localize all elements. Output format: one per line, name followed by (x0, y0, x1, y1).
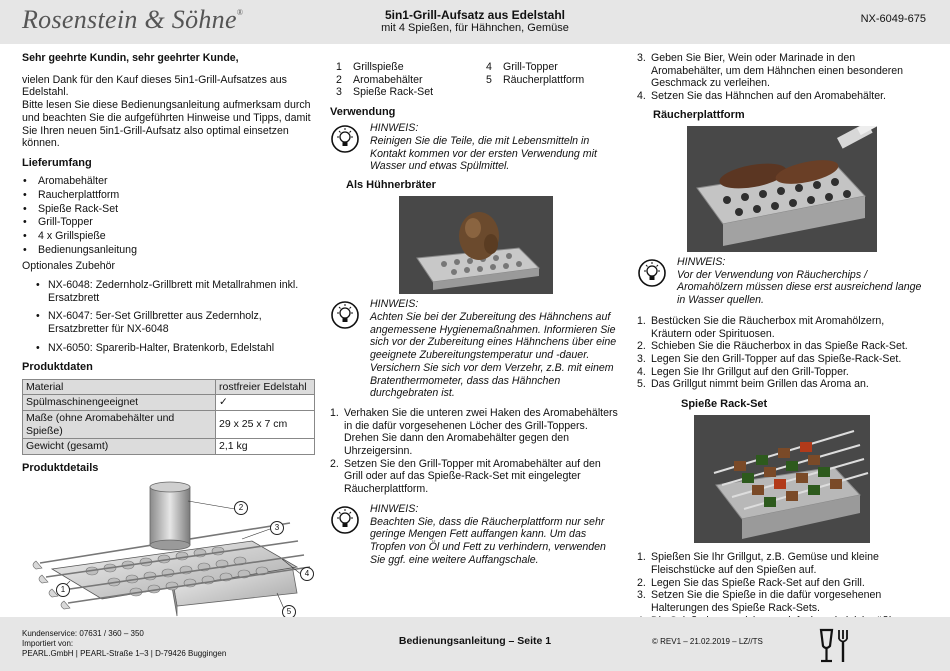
intro-paragraph-2: Bitte lesen Sie diese Bedienungsanleitung aufmerksam durch und beachten Sie die aufgeführten Hinweise und Tipps, damit Sie Ihren neuen 5in1-Grill-Aufsatz also optimal einsetzen können. (22, 99, 311, 150)
page-number: Bedienungsanleitung – Seite 1 (398, 635, 552, 647)
checkmark-cell: ✓ (216, 395, 315, 411)
smoker-platform-photo (687, 126, 877, 252)
callout-1: 1 (56, 583, 70, 597)
importer-address: PEARL.GmbH | PEARL-Straße 1–3 | D-79426 Buggingen (22, 649, 227, 658)
list-item: 5 Räucherplattform (486, 73, 585, 86)
callout-2: 2 (234, 501, 248, 515)
greeting: Sehr geehrte Kundin, sehr geehrter Kunde, (22, 52, 239, 64)
intro-paragraph-1: vielen Dank für den Kauf dieses 5in1-Grill-Aufsatzes aus Edelstahl. (22, 73, 287, 99)
list-item: 1 Grillspieße (336, 61, 404, 73)
smoker-steps (637, 315, 927, 391)
list-item: 1. Spießen Sie Ihr Grillgut, z.B. Gemüse und kleine Fleischstücke auf den Spießen auf. (637, 551, 879, 576)
list-item: 3 Spieße Rack-Set (336, 86, 434, 99)
list-item: • Bedienungsanleitung (22, 244, 315, 257)
lightbulb-icon (330, 300, 360, 330)
table-cell: Maße (ohne Aromabehälter und Spieße) (23, 410, 216, 438)
hint-hygiene (330, 298, 622, 400)
list-item: 4 Grill-Topper (486, 61, 558, 73)
list-item: 4. Legen Sie Ihr Grillgut auf den Grill-Topper. (637, 365, 849, 378)
details-heading: Produktdetails (22, 461, 99, 474)
brand-logo: Rosenstein & Söhne® (22, 5, 244, 34)
column-middle (330, 50, 622, 566)
hint-text: Vor der Verwendung von Räucherchips / Aromahölzern müssen diese erst ausreichend lange in Wasser quellen. (677, 268, 922, 307)
usage-heading: Verwendung (330, 106, 396, 119)
product-data-table (22, 379, 315, 455)
list-item: • Aromabehälter (22, 175, 315, 188)
list-item: • Raucherplattform (22, 189, 315, 202)
list-item: 1. Bestücken Sie die Räucherbox mit Aromahölzern, Kräutern oder Spirituosen. (637, 314, 885, 340)
list-item: 4. Setzen Sie das Hähnchen auf den Aromabehälter. (637, 90, 886, 103)
scope-list (22, 175, 315, 256)
column-left (22, 50, 315, 631)
list-item: • NX-6050: Sparerib-Halter, Bratenkorb, Edelstahl (22, 342, 315, 355)
list-item: 1. Verhaken Sie die unteren zwei Haken des Aromabehälters in die dafür vorgesehenen Löcher des Grill-Toppers. Drehen Sie dann den Aromabehälter gegen den Uhrzeigersinn. (330, 406, 618, 458)
callout-3: 3 (270, 521, 284, 535)
page-footer (0, 617, 950, 671)
rack-heading: Spieße Rack-Set (681, 398, 768, 411)
hint-title: HINWEIS: (677, 256, 726, 268)
table-cell: rostfreier Edelstahl (216, 379, 315, 395)
list-item: 2. Setzen Sie den Grill-Topper mit Aromabehälter auf den Grill oder auf das Spieße-Rack-Set mit eingelegter Räucherplattform. (330, 457, 601, 496)
list-item: 2. Schieben Sie die Räucherbox in das Spieße Rack-Set. (637, 340, 908, 353)
chicken-steps-continued (637, 52, 927, 103)
document-subtitle: mit 4 Spießen, für Hähnchen, Gemüse (381, 22, 569, 34)
list-item: • 4 x Grillspieße (22, 230, 315, 243)
hint-title: HINWEIS: (370, 298, 419, 311)
page-header (0, 0, 950, 44)
list-item: 3. Setzen Sie die Spieße in die dafür vorgesehenen Halterungen des Spieße Rack-Sets. (637, 589, 882, 615)
product-diagram (22, 481, 315, 631)
lightbulb-icon (330, 505, 360, 535)
smoker-heading: Räucherplattform (653, 108, 745, 121)
chicken-roaster-photo (399, 196, 553, 294)
service-info (22, 629, 226, 659)
table-row (23, 395, 315, 411)
list-item: 3. Geben Sie Bier, Wein oder Marinade in den Aromabehälter, um dem Hähnchen einen besonderen Geschmack zu verleihen. (637, 52, 904, 90)
hint-title: HINWEIS: (370, 502, 419, 515)
document-title: 5in1-Grill-Aufsatz aus Edelstahl (384, 8, 566, 22)
list-item: • NX-6047: 5er-Set Grillbretter aus Zedernholz, Ersatzbretter für NX-6048 (22, 310, 315, 335)
column-right (637, 50, 927, 640)
food-safe-icon (818, 626, 854, 666)
chicken-heading: Als Hühnerbräter (346, 179, 436, 192)
hint-woodchips (637, 256, 927, 307)
chicken-steps (330, 407, 622, 496)
callout-5: 5 (282, 605, 296, 619)
hint-title: HINWEIS: (370, 122, 419, 135)
hint-text: Achten Sie bei der Zubereitung des Hähnchens auf angemessene Hygienemaßnahmen. Informieren Sie sich vor der Zubereitung eines Hähnchens über eine geeignete Zubereitungstemperatur und -dauer. Versichern Sie sich vor dem Verzehr, z.B. mit einem Bratenthermometer, dass das Hähnchen durchgebraten ist. (370, 311, 617, 400)
service-hotline: Kundenservice: 07631 / 360 – 350 (22, 629, 144, 638)
list-item: 5. Das Grillgut nimmt beim Grillen das Aroma an. (637, 378, 869, 391)
lightbulb-icon (637, 258, 667, 288)
table-cell: Gewicht (gesamt) (23, 439, 216, 455)
table-cell: Spülmaschinengeeignet (23, 395, 216, 411)
data-heading: Produktdaten (22, 360, 93, 373)
hint-text: Beachten Sie, dass die Räucherplattform nur sehr geringe Mengen Fett auffangen kann. Um das Tropfen von Öl und Fett zu verhindern, verwenden Sie ggf. eine weitere Auffangschale. (370, 515, 606, 566)
hint-text: Reinigen Sie die Teile, die mit Lebensmitteln in Kontakt kommen vor der ersten Verwendung mit Wasser und etwas Spülmittel. (370, 135, 597, 173)
callout-4: 4 (300, 567, 314, 581)
optional-heading: Optionales Zubehör (22, 260, 116, 273)
table-row (23, 379, 315, 395)
list-item: 2 Aromabehälter (336, 73, 423, 86)
skewer-rack-photo (694, 415, 870, 543)
article-number: NX-6049-675 (860, 13, 926, 25)
importer-label: Importiert von: (22, 639, 74, 648)
list-item: • Grill-Topper (22, 216, 315, 229)
table-row (23, 410, 315, 438)
grill-set-illustration (22, 481, 315, 631)
list-item: 2. Legen Sie das Spieße Rack-Set auf den Grill. (637, 576, 865, 589)
list-item: 3. Legen Sie den Grill-Topper auf das Spieße-Rack-Set. (637, 352, 902, 365)
table-cell: 2,1 kg (216, 439, 315, 455)
table-cell: 29 x 25 x 7 cm (216, 410, 315, 438)
table-row (23, 439, 315, 455)
revision-info: © REV1 – 21.02.2019 – LZ//TS (652, 637, 763, 646)
hint-cleaning (330, 122, 622, 173)
scope-heading: Lieferumfang (22, 156, 92, 169)
optional-list (22, 279, 315, 355)
hint-fat (330, 503, 622, 567)
parts-list (330, 61, 622, 99)
table-cell: Material (23, 379, 216, 395)
lightbulb-icon (330, 124, 360, 154)
list-item: • NX-6048: Zedernholz-Grillbrett mit Metallrahmen inkl. Ersatzbrett (22, 279, 315, 304)
list-item: • Spieße Rack-Set (22, 203, 315, 216)
